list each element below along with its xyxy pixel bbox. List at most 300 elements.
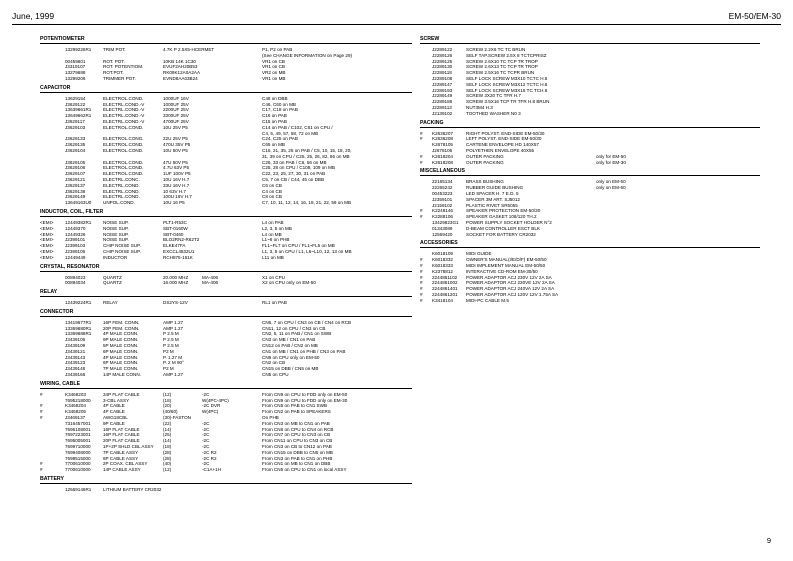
cell-part: K6018109 [432, 251, 453, 257]
header-divider [12, 24, 781, 25]
cell-desc: QUARTZ [103, 280, 122, 286]
cell-loc: L1~6 on PHB [262, 237, 290, 243]
cell-part: 2244861401 [432, 286, 458, 292]
cell-loc: L1, 3, 5 on CPU / L1, L6~L10, 12, 13 on MB [262, 248, 352, 254]
cell-spec2: -2C R2 [202, 455, 217, 461]
section-title: ACCESSORIES [420, 240, 760, 248]
cell-loc: C16, 21, 35, 25 on PAB / C5, 10, 15, 18, 20, [262, 147, 352, 153]
cell-desc: 5P MALE CONN. [103, 343, 139, 349]
cell-loc: CN12 on PAB / CN2 on MB [262, 343, 318, 349]
parts-section [40, 309, 412, 378]
cell-desc: 4P CABLE [103, 403, 125, 409]
section-rows [40, 220, 412, 261]
cell-part: K2636208 [432, 136, 453, 142]
cell-spec: 16.000 MHZ [163, 280, 189, 286]
cell-part: J2289113 [432, 104, 452, 110]
cell-part: 7695218000 [65, 397, 91, 403]
table-row [40, 467, 412, 473]
parts-section [40, 264, 412, 287]
cell-spec2: MA-406 [202, 280, 219, 286]
cell-part: 7697223001 [65, 432, 91, 438]
cell-part: 13429823G1 [432, 219, 459, 225]
cell-spec: AMP 1.27 [163, 372, 184, 378]
parts-section [40, 381, 412, 473]
cell-loc: From CN2 on PAB to SPEAKERS [262, 409, 331, 415]
cell-loc: RL1 on PAB [262, 300, 287, 306]
cell-desc: 6P CABLE ASSY [103, 455, 139, 461]
cell-part: 00453223 [432, 190, 453, 196]
cell-part: 12569420 [432, 231, 453, 237]
cell-part: 00459601 [65, 58, 86, 64]
cell-mark: # [420, 214, 423, 220]
section-title: MISCELLANEOUS [420, 168, 760, 176]
cell-desc: LED SPACER H. 7 E.D. 5 [466, 190, 519, 196]
table-row [40, 200, 412, 206]
cell-spec2: -2C DVR [202, 403, 221, 409]
cell-part: J2289147 [432, 81, 453, 87]
section-rows [40, 392, 412, 473]
cell-loc: From CN3 on MB to CN1 on PAB [262, 420, 330, 426]
cell-loc: C16 on PAB [262, 113, 287, 119]
cell-spec: EXCCL4532U1 [163, 248, 195, 254]
cell-mark: # [420, 153, 423, 159]
cell-desc: ELECTROL.COND. [103, 147, 144, 153]
cell-part: 7316457001 [65, 420, 91, 426]
cell-desc: PLASTIC RIVET SR5055 [466, 202, 518, 208]
cell-desc: INDUCTOR [103, 254, 128, 260]
cell-part: K2618204 [432, 153, 453, 159]
cell-spec: (20) [163, 403, 172, 409]
cell-spec: 47U 50V P5 [163, 159, 188, 165]
cell-spec: 1000UF 16V [163, 95, 189, 101]
cell-mark: <EMI> [40, 248, 54, 254]
cell-loc: CN6, 7 on CPU / CN3 on CB / CN4 on RCB [262, 319, 352, 325]
section-rows [420, 47, 760, 117]
cell-spec: PLT1-R53C [163, 219, 187, 225]
cell-desc: NOISE SUP. [103, 231, 129, 237]
cell-desc: CARTENE ENVELOPE HD 140X57 [466, 142, 539, 148]
cell-desc: POWER ADAPTOR ACJ 120V 12V 1.75A SA [466, 291, 559, 297]
cell-spec: 3300UF 25V [163, 113, 189, 119]
section-title: BATTERY [40, 476, 412, 484]
cell-loc: L4 on PAB [262, 219, 284, 225]
cell-part: J2289118 [432, 70, 452, 76]
cell-spec: (12) [163, 391, 172, 397]
cell-desc: ROT.POT. [103, 70, 124, 76]
cell-desc: ELECTRL.COND.-V [103, 113, 145, 119]
parts-section [420, 240, 760, 303]
cell-desc: 3-CBL ASSY [103, 397, 130, 403]
cell-part: J2399106 [65, 248, 86, 254]
cell-spec: (28) [163, 449, 172, 455]
cell-part: J2399103 [65, 243, 86, 249]
cell-part: 13369680R1 [65, 325, 92, 331]
cell-spec2: -2C R2 [202, 449, 217, 455]
cell-part: K6018333 [432, 262, 453, 268]
cell-mark: # [420, 280, 423, 286]
cell-spec: P2 M [163, 366, 174, 372]
cell-spec: 4700UF 25V [163, 118, 189, 124]
cell-part: K2618208 [432, 159, 453, 165]
cell-desc: NOISE SUP. [103, 219, 129, 225]
cell-desc: 7P MALE CONN. [103, 366, 139, 372]
cell-spec: (18) [163, 444, 172, 450]
cell-mark: # [420, 159, 423, 165]
cell-mark: # [40, 461, 43, 467]
cell-desc: OUTER PACKING [466, 159, 504, 165]
section-rows [420, 131, 760, 166]
cell-loc: C5, 7 on CB / C44, 45 on DBB [262, 176, 325, 182]
cell-spec: SBT-0460 [163, 231, 184, 237]
cell-mark: # [40, 467, 43, 473]
cell-desc: QUARTZ [103, 274, 122, 280]
cell-desc: 6P MALE CONN. [103, 360, 139, 366]
cell-spec: ELKE47FA [163, 243, 186, 249]
cell-loc: C6 on CB [262, 182, 282, 188]
cell-part: J2289130 [432, 64, 453, 70]
table-row [420, 111, 760, 117]
cell-desc: RUBBER GUIDE BUSHING [466, 185, 524, 191]
cell-spec: 10KB 14K 1C30 [163, 58, 196, 64]
parts-section [40, 476, 412, 493]
cell-part: J3469137 [65, 415, 86, 421]
cell-part: 13279688 [65, 70, 86, 76]
cell-part: K3418104 [432, 297, 453, 303]
cell-spec: 100U 16V H.7 [163, 194, 192, 200]
cell-loc: C65 on MB [262, 142, 285, 148]
cell-part: J2399101 [65, 237, 86, 243]
cell-mark: # [420, 274, 423, 280]
cell-spec: RCH875-151K [163, 254, 193, 260]
cell-spec2: -C1A+1H [202, 467, 222, 473]
cell-desc: SCREW 2.6X10 TC TCP TR TROP [466, 58, 538, 64]
cell-desc: CHIP NOISE SUP. [103, 248, 141, 254]
section-title: SCREW [420, 36, 760, 44]
cell-spec2: W(4PC-4PC) [202, 397, 229, 403]
cell-desc: TRIM POT. [103, 47, 126, 52]
section-title: CONNECTOR [40, 309, 412, 317]
cell-spec: (40/60) [163, 409, 178, 415]
cell-desc: 16P FLAT CABLE [103, 426, 140, 432]
cell-desc: ELECTRL.COND.-V [103, 118, 145, 124]
cell-desc: 16P FEM. CONN. [103, 319, 140, 325]
cell-desc: 1P+2P SHLD CBL ASSY [103, 444, 154, 450]
cell-loc: C14 on PAB / C102, C61 on CPU / [262, 124, 333, 130]
cell-mark: # [420, 262, 423, 268]
cell-spec: 10 63V H.7 [163, 188, 186, 194]
cell-spec: EVUF2AH20B53 [163, 64, 198, 70]
cell-spec: P 2.5 M [163, 331, 179, 337]
cell-loc: (See CHANGE INFORMATION on Page 29) [262, 52, 353, 58]
cell-loc: C48 on DBB [262, 95, 288, 101]
cell-loc: From CN9 on CPU to FDD only on EM-30 [262, 397, 348, 403]
cell-desc: D-BEAM CONTROLLER ESCT BLK [466, 225, 540, 231]
cell-part: J2159102 [432, 202, 453, 208]
cell-spec2: -2C [202, 391, 210, 397]
table-row [420, 298, 760, 304]
cell-spec: RK09K12A0A2AA [163, 70, 201, 76]
cell-spec: 4.7U 63V P5 [163, 165, 190, 171]
cell-part: 7700610000 [65, 467, 91, 473]
cell-spec: (30)-FASTON [163, 415, 191, 421]
cell-desc: SELF LOCK SCREW M3X12 TCTC H.6 [466, 81, 548, 87]
cell-desc: SOCKET FOR BATTERY CR2032 [466, 231, 536, 237]
cell-spec: (12) [163, 467, 172, 473]
cell-desc: NOISE SUP. [103, 237, 129, 243]
cell-desc: OUTER PACKING [466, 153, 504, 159]
section-rows [40, 320, 412, 378]
cell-spec: P 2.5 M [163, 343, 179, 349]
cell-mark: # [420, 291, 423, 297]
cell-desc: RELAY [103, 300, 118, 306]
cell-desc: ELECTRL.CONC. [103, 176, 140, 182]
cell-spec: 10U 16V H.7 [163, 176, 190, 182]
cell-loc: From CN3 on PAB to CN1 on PHB [262, 455, 333, 461]
cell-part: 13629154 [65, 95, 86, 101]
cell-spec: (14) [163, 438, 172, 444]
cell-loc: From CN1 on MB to CN1 on DBB [262, 461, 331, 467]
cell-loc: VR1 on CB [262, 58, 285, 64]
cell-desc: 20P FLAT CABLE [103, 438, 140, 444]
cell-loc: From CN7 on CPU to CN3 on CB [262, 432, 331, 438]
cell-part: J3629107 [65, 171, 86, 177]
table-row [40, 280, 412, 286]
parts-section [420, 168, 760, 237]
cell-spec: P2 M [163, 348, 174, 354]
cell-part: K2378812 [432, 268, 453, 274]
cell-part: 7699515000 [65, 455, 91, 461]
cell-part: K3468203 [65, 391, 86, 397]
cell-part: 12449326 [65, 231, 86, 237]
cell-desc: AWG18CBL [103, 415, 128, 421]
section-rows [40, 487, 412, 493]
cell-part: 12449449 [65, 254, 86, 260]
cell-part: J2289125 [432, 58, 453, 64]
cell-part: J3629122 [65, 101, 86, 107]
cell-mark: # [40, 415, 43, 421]
cell-part: J3629104 [65, 147, 86, 153]
right-parts-column [420, 36, 760, 306]
cell-spec2: -2C [202, 438, 210, 444]
cell-desc: ELECTROL.COND. [103, 171, 144, 177]
cell-spec: 1000UF 25V [163, 101, 189, 107]
parts-section [40, 209, 412, 261]
cell-part: K3468205 [65, 409, 86, 415]
cell-part: 12439224R1 [65, 300, 92, 306]
cell-part: 7695005001 [65, 438, 91, 444]
cell-part: J3439121 [65, 348, 86, 354]
cell-loc: From CN3 on CB to CN12 on PAB [262, 444, 332, 450]
cell-desc: TRIMMER POT. [103, 75, 136, 81]
section-title: POTENTIOMETER [40, 36, 412, 44]
cell-part: J2289186 [432, 99, 453, 105]
cell-desc: ELECTRL.COND. [103, 182, 140, 188]
cell-mark: # [420, 297, 423, 303]
cell-part: 00894034 [65, 280, 86, 286]
cell-desc: ELECTROL.COND. [103, 159, 144, 165]
cell-mark: # [40, 409, 43, 415]
cell-part: K2248146 [432, 208, 453, 214]
cell-part: 7699408000 [65, 449, 91, 455]
cell-loc: only for EM-50 [596, 153, 626, 159]
cell-spec: P 2.5 M [163, 337, 179, 343]
cell-part: 01343089 [432, 225, 453, 231]
cell-loc: C7, 10, 11, 12, 14, 16, 18, 21, 22, 59 on MB [262, 200, 352, 206]
cell-part: J2139102 [432, 110, 453, 116]
cell-spec: P. 2 M 90° [163, 360, 184, 366]
header-model: EM-50/EM-30 [728, 11, 781, 21]
cell-desc: 20P FEM. CONN. [103, 325, 140, 331]
cell-part: J2289122 [432, 47, 453, 52]
cell-mark: # [420, 136, 423, 142]
cell-loc: C46, C60 on MB [262, 101, 296, 107]
cell-spec: 1UF 100V P5 [163, 171, 191, 177]
cell-desc: SPEAKER GASKET 108/120 TH.2 [466, 214, 537, 220]
cell-spec2: -2C [202, 426, 210, 432]
cell-loc: C8 on CB [262, 194, 282, 200]
cell-desc: TOOTHED WASHER N0 3 [466, 110, 521, 116]
cell-mark: <EMI> [40, 225, 54, 231]
cell-part: 13649662R1 [65, 113, 92, 119]
cell-mark: # [420, 257, 423, 263]
cell-spec: (22) [163, 420, 172, 426]
cell-desc: 4P MALE CONN. [103, 354, 139, 360]
cell-loc: VR2 on MB [262, 70, 286, 76]
cell-mark: <EMI> [40, 219, 54, 225]
cell-desc: SELF LOCK SCREW M3X16 TC TCH.6 [466, 87, 548, 93]
cell-spec2: -2C [202, 461, 210, 467]
cell-spec: BLO2RN2-R62T2 [163, 237, 200, 243]
cell-spec: AMP 1.27 [163, 325, 184, 331]
cell-part: J3629103 [65, 124, 86, 130]
cell-loc: CN5 on CPU [262, 372, 289, 378]
cell-part: 13369688R1 [65, 331, 92, 337]
table-row [420, 160, 760, 166]
cell-desc: POWER ADAPTOR ACJ 230V 12V 2A SA [466, 274, 552, 280]
cell-part: J3439143 [65, 354, 86, 360]
cell-spec: 2200UF 25V [163, 107, 189, 113]
cell-part: J3319107 [65, 64, 86, 70]
cell-spec: SBT-0160W [163, 225, 188, 231]
cell-part: 7699710000 [65, 444, 91, 450]
cell-spec: (40) [163, 461, 172, 467]
section-title: CAPACITOR [40, 85, 412, 93]
cell-part: 2244861002 [432, 280, 458, 286]
cell-mark: # [420, 286, 423, 292]
cell-loc: CN15 on DBB / CN5 on MB [262, 366, 319, 372]
cell-spec2: -2C [202, 420, 210, 426]
cell-loc: C15 on PAB [262, 118, 287, 124]
cell-part: 12449370 [65, 225, 86, 231]
cell-desc: POWER ADAPTOR ACJ 240VA 12V 2A SA [466, 286, 555, 292]
cell-part: J2678106 [432, 147, 453, 153]
cell-desc: SELF TAP.SCREW 2.5X 8 TCTCPRISZ [466, 52, 547, 58]
cell-part: J3439123 [65, 360, 86, 366]
cell-part: 12449382R1 [65, 219, 92, 225]
cell-desc: 6P MALE CONN. [103, 348, 139, 354]
cell-desc: MIDI GUIDE [466, 251, 492, 257]
cell-desc: SPEAKER PROTECTION EM-50/30 [466, 208, 541, 214]
section-rows [420, 179, 760, 237]
cell-desc: ELECTROL.COND. [103, 165, 144, 171]
section-rows [40, 300, 412, 306]
cell-loc: C4 on CB [262, 188, 282, 194]
cell-mark: # [420, 268, 423, 274]
cell-part: 22265242 [432, 185, 453, 191]
parts-section [420, 120, 760, 166]
cell-loc: C22, 23, 25, 27, 30, 31 on PAB [262, 171, 326, 177]
cell-desc: MIDI-PC CABLE M.5 [466, 297, 509, 303]
cell-spec: EVND8AA03B24 [163, 75, 198, 81]
cell-loc: CN3 on MB / CN1 on PAB [262, 337, 316, 343]
cell-loc: From CN5 on CPU to CN1 on local ASSY [262, 467, 347, 473]
cell-desc: POWER SUPPLY SOCKET HOLDER N°2 [466, 219, 552, 225]
cell-desc: ELECTROL.COND. [103, 95, 144, 101]
cell-spec: (28) [163, 455, 172, 461]
cell-mark: <EMI> [40, 231, 54, 237]
cell-loc: L4 on MB [262, 231, 282, 237]
cell-part: J3629135 [65, 142, 86, 148]
cell-loc: From CN11 on CPU to CN3 on CB [262, 438, 333, 444]
table-row [40, 300, 412, 306]
cell-part: K2288106 [432, 214, 453, 220]
cell-desc: ROT. POT. [103, 58, 125, 64]
cell-part: 22165134 [432, 179, 453, 185]
cell-part: J2289193 [432, 87, 453, 93]
cell-desc: 7P CABLE ASSY [103, 449, 139, 455]
cell-part: K6018332 [432, 257, 453, 263]
cell-desc: LITHIUM BATTERY CR2032 [103, 487, 162, 493]
cell-desc: CHIP NOISE SUP. [103, 243, 141, 249]
cell-desc: SCREW 3.5X16 TCP TR TFR H.8 BRUN [466, 99, 550, 105]
cell-part: J3629138 [65, 188, 86, 194]
cell-part: 7700610000 [65, 461, 91, 467]
cell-loc: only for EM-30 [596, 159, 626, 165]
cell-loc: L11 on MB [262, 254, 284, 260]
cell-mark: # [40, 391, 43, 397]
section-rows [40, 275, 412, 287]
cell-spec: 10U 25V P5 [163, 124, 188, 130]
cell-part: 2244861102 [432, 274, 458, 280]
cell-part: J2289149 [432, 93, 453, 99]
cell-spec: 33U 16V H.7 [163, 182, 190, 188]
cell-part: J3439109 [65, 343, 86, 349]
cell-part: 13649163U0 [65, 200, 92, 206]
cell-part: K3468204 [65, 403, 86, 409]
parts-section [420, 36, 760, 117]
cell-part: J2289126 [432, 52, 453, 58]
cell-desc: SPACER 3M ART. SJ5012 [466, 196, 520, 202]
cell-loc: only on EM-50 [596, 185, 626, 191]
cell-loc: C26, 33 on PAB / C6, 56 on MB [262, 159, 327, 165]
cell-desc: NUT3M4 H.3 [466, 104, 493, 110]
cell-loc: CN2 on CB [262, 360, 286, 366]
cell-desc: SCREW 2.5X16 TC TCPR BRUN [466, 70, 535, 76]
cell-mark: # [420, 208, 423, 214]
cell-part: 13299206 [65, 75, 86, 81]
parts-section [40, 289, 412, 306]
cell-part: J2289108 [432, 75, 453, 81]
cell-mark: # [40, 403, 43, 409]
cell-part: J3629133 [65, 136, 86, 142]
cell-part: J3629121 [65, 176, 86, 182]
cell-spec: (25) [163, 432, 172, 438]
table-row [420, 232, 760, 238]
cell-part: 2244861201 [432, 291, 458, 297]
cell-desc: ROT. POTENTIOM. [103, 64, 144, 70]
cell-loc: From CN9 on CPU to FDD only on EM-50 [262, 391, 348, 397]
cell-part: 13299226R1 [65, 47, 92, 52]
